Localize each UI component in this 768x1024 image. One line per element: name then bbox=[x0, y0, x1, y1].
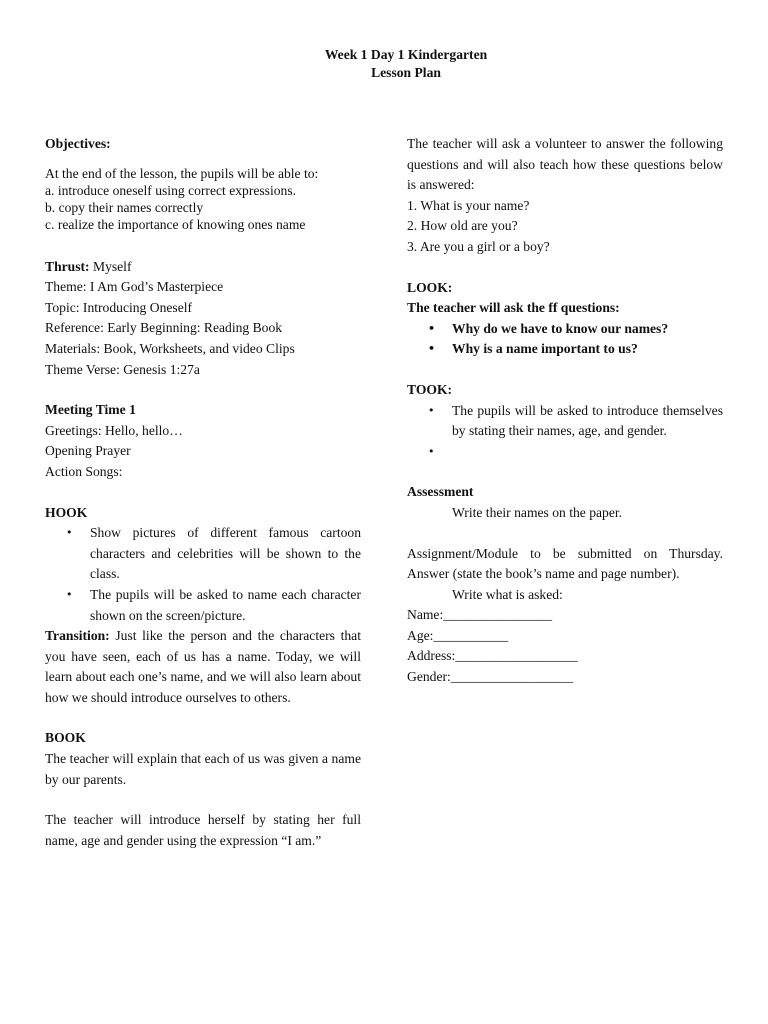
page-title bbox=[0, 46, 768, 82]
assignment-text: Assignment/Module to be submitted on Thursday. Answer (state the book’s name and page number). bbox=[407, 545, 723, 582]
book-heading: BOOK bbox=[45, 730, 86, 746]
list-item: • Why do we have to know our names? bbox=[407, 319, 723, 340]
list-item: • The pupils will be asked to name each character shown on the screen/picture. bbox=[45, 585, 361, 626]
hook-heading: HOOK bbox=[45, 504, 88, 520]
transition-label: Transition: bbox=[45, 628, 110, 644]
theme-verse-line: Theme Verse: Genesis 1:27a bbox=[45, 361, 200, 377]
transition-text: Just like the person and the characters that you have seen, each of us has a name. Today, we will learn about each one’s name, and we will also learn about how we should introduce ourselves to others. bbox=[45, 628, 361, 705]
greetings-line: Greetings: Hello, hello… bbox=[45, 422, 183, 438]
book-paragraph-1: The teacher will explain that each of us was given a name by our parents. bbox=[45, 751, 361, 787]
list-item: • Show pictures of different famous cartoon characters and celebrities will be shown to the class. bbox=[45, 523, 361, 585]
thrust-value: Myself bbox=[89, 258, 132, 274]
assignment-section bbox=[407, 544, 723, 688]
objectives-intro: At the end of the lesson, the pupils will be able to: bbox=[45, 165, 319, 181]
look-list bbox=[407, 319, 723, 360]
book-paragraph-2: The teacher will introduce herself by stating her full name, age and gender using the expression “I am.” bbox=[45, 812, 361, 848]
reference-line: Reference: Early Beginning: Reading Book bbox=[45, 320, 283, 336]
objectives-block bbox=[45, 165, 361, 233]
hook-list bbox=[45, 523, 361, 626]
volunteer-paragraph: The teacher will ask a volunteer to answer the following questions and will also teach how these questions below is answered: bbox=[407, 136, 723, 193]
took-section bbox=[407, 380, 723, 462]
title-line-2: Lesson Plan bbox=[371, 65, 441, 80]
objective-item: b. copy their names correctly bbox=[45, 199, 204, 215]
book-section bbox=[45, 728, 361, 851]
assignment-instruction: Write what is asked: bbox=[452, 586, 563, 602]
meeting-heading: Meeting Time 1 bbox=[45, 402, 136, 418]
theme-line: Theme: I Am God’s Masterpiece bbox=[45, 279, 224, 295]
objective-item: c. realize the importance of knowing ones name bbox=[45, 216, 306, 232]
objectives-heading: Objectives: bbox=[45, 136, 111, 151]
look-section bbox=[407, 278, 723, 360]
list-item: • Why is a name important to us? bbox=[407, 339, 723, 360]
meeting-section bbox=[45, 400, 361, 482]
objective-item: a. introduce oneself using correct expressions. bbox=[45, 182, 297, 198]
question-item: 1. What is your name? bbox=[407, 197, 530, 213]
address-field: Address:__________________ bbox=[407, 648, 578, 664]
list-item bbox=[407, 442, 723, 463]
thrust-label: Thrust: bbox=[45, 258, 90, 274]
transition-paragraph bbox=[45, 626, 361, 708]
age-field: Age:___________ bbox=[407, 627, 509, 643]
lesson-details bbox=[45, 257, 361, 381]
name-field: Name:________________ bbox=[407, 607, 552, 623]
question-item: 2. How old are you? bbox=[407, 218, 518, 234]
assessment-text: Write their names on the paper. bbox=[452, 504, 623, 520]
assessment-heading: Assessment bbox=[407, 484, 474, 500]
materials-line: Materials: Book, Worksheets, and video Clips bbox=[45, 340, 295, 356]
list-item: • The pupils will be asked to introduce themselves by stating their names, age, and gender. bbox=[407, 401, 723, 442]
topic-line: Topic: Introducing Oneself bbox=[45, 299, 193, 315]
right-column bbox=[407, 134, 723, 688]
question-item: 3. Are you a girl or a boy? bbox=[407, 238, 550, 254]
left-column bbox=[45, 134, 361, 851]
gender-field: Gender:__________________ bbox=[407, 669, 574, 685]
look-subheading: The teacher will ask the ff questions: bbox=[407, 300, 620, 316]
songs-line: Action Songs: bbox=[45, 463, 123, 479]
assessment-section bbox=[407, 482, 723, 523]
thrust-line bbox=[45, 257, 361, 278]
title-line-1: Week 1 Day 1 Kindergarten bbox=[324, 47, 488, 62]
took-heading: TOOK: bbox=[407, 381, 453, 397]
hook-section bbox=[45, 503, 361, 709]
look-heading: LOOK: bbox=[407, 279, 453, 295]
prayer-line: Opening Prayer bbox=[45, 443, 131, 459]
took-list bbox=[407, 401, 723, 463]
